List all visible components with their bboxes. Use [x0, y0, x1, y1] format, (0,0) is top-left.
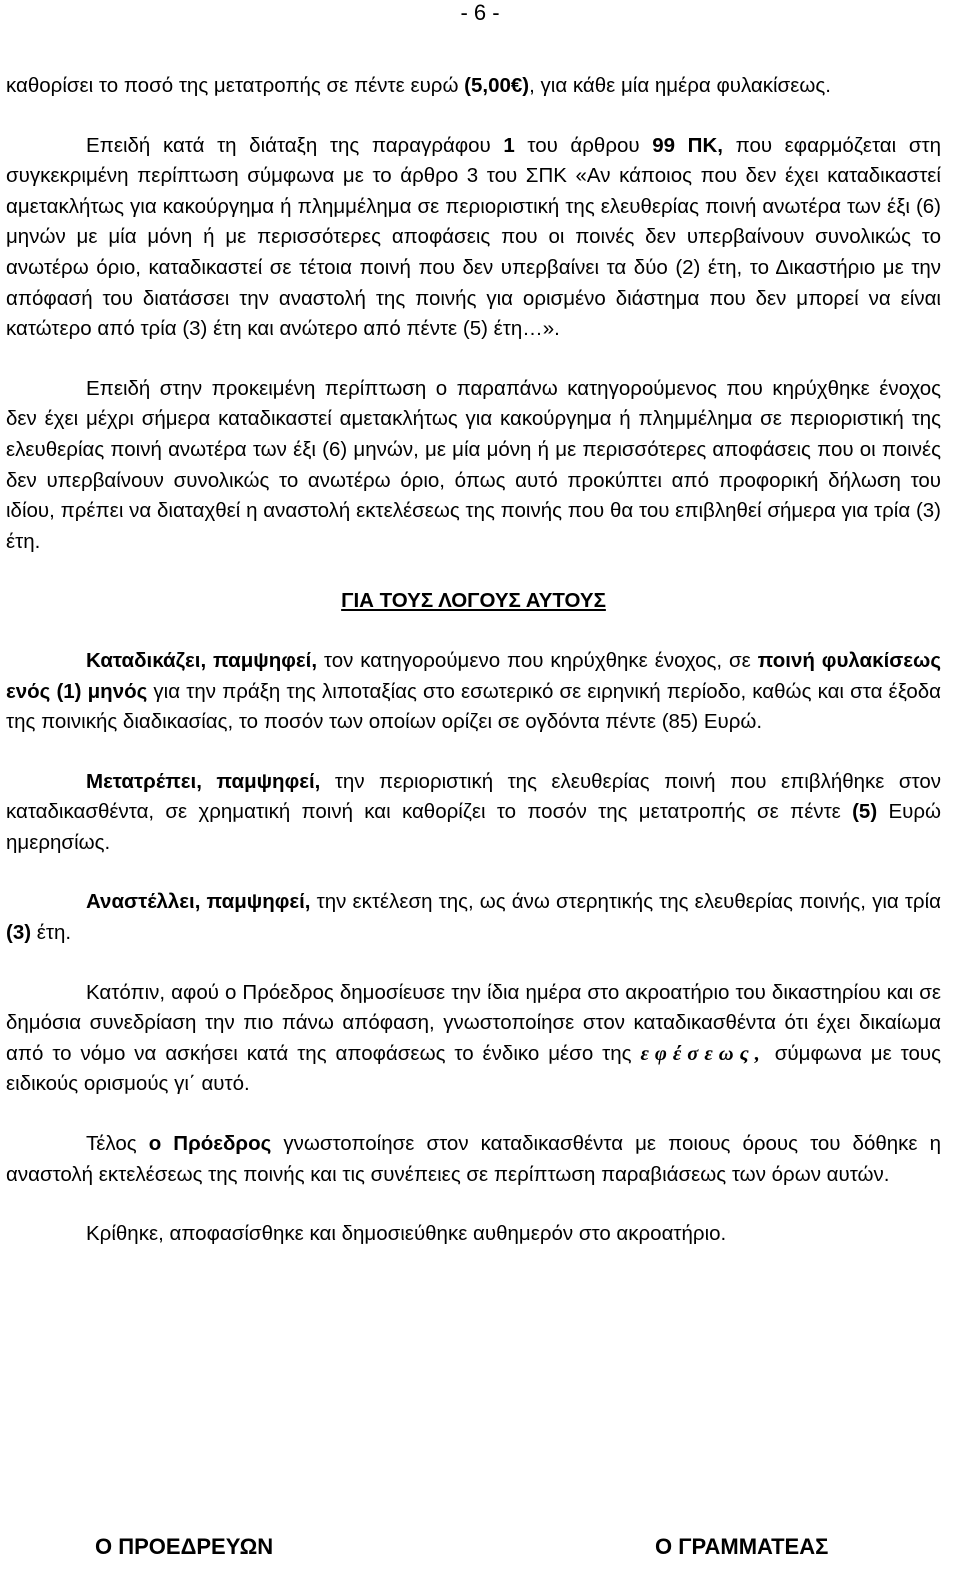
- paragraph-sentence: [6, 646, 941, 738]
- paragraph-suspension: [6, 887, 941, 948]
- bold-span: ποινή φυλακίσεως ενός (1) μηνός: [6, 648, 941, 703]
- page-number: - 6 -: [460, 0, 500, 25]
- bold-span: 1: [503, 133, 515, 157]
- signature-clerk: Ο ΓΡΑΜΜΑΤΕΑΣ: [655, 1534, 829, 1559]
- text-span: Ευρώ ημερησίως.: [6, 800, 941, 854]
- text-span: έτη.: [31, 921, 72, 945]
- section-heading: ΓΙΑ ΤΟΥΣ ΛΟΓΟΥΣ ΑΥΤΟΥΣ: [341, 589, 606, 613]
- text-span: Επειδή κατά τη διάταξη της παραγράφου: [86, 133, 504, 157]
- text-span: για την πράξη της λιποταξίας στο εσωτερικό σε ειρηνική περίοδο, καθώς και στα έξοδα της ποινικής διαδικασίας, το ποσόν των οποίων ορίζει σε ογδόντα πέντε (85) Ευρώ.: [6, 679, 941, 734]
- signature-presiding-judge: Ο ΠΡΟΕΔΡΕΥΩΝ: [95, 1534, 274, 1559]
- paragraph-conversion-amount: [6, 71, 941, 102]
- paragraph-conversion: [6, 767, 941, 859]
- bold-span: (5): [852, 800, 878, 824]
- bold-span: Καταδικάζει, παμψηφεί,: [86, 648, 318, 672]
- text-span: , για κάθε μία ημέρα φυλακίσεως.: [529, 74, 831, 97]
- text-span: καθορίσει το ποσό της μετατροπής σε πέντε ευρώ: [6, 74, 465, 97]
- text-span: του άρθρου: [514, 133, 653, 157]
- text-span: Τέλος: [86, 1132, 149, 1156]
- paragraph-appeal-notice: [6, 978, 941, 1100]
- paragraph-closing: Κρίθηκε, αποφασίσθηκε και δημοσιεύθηκε αυθημερόν στο ακροατήριο.: [86, 1222, 727, 1246]
- document-body: [6, 71, 941, 1250]
- text-span: τον κατηγορούμενο που κηρύχθηκε ένοχος, σε: [317, 648, 758, 672]
- text-span: την περιοριστική της ελευθερίας ποινή που επιβλήθηκε στον καταδικασθέντα, σε χρηματική ποινή και καθορίζει το ποσόν της μετατροπής σε πέντε: [6, 769, 941, 824]
- bold-span: Αναστέλλει, παμψηφεί,: [86, 890, 311, 914]
- text-span: που εφαρμόζεται στη συγκεκριμένη περίπτωση σύμφωνα με το άρθρο 3 του ΣΠΚ «Αν κάποιος που δεν έχει καταδικαστεί αμετακλήτως για κακούργημα ή πλημμέλημα σε περιοριστική της ελευθερίας ποινή ανωτέρα των έξι (6) μηνών με μία μόνη ή με περισσότερες αποφάσεις που οι ποινές δεν υπερβαίνουν συνολικώς το ανωτέρω όριο, καταδικαστεί σε τέτοια ποινή που δεν υπερβαίνει τα δύο (2) έτη, το Δικαστήριο με την απόφασή του διατάσσει την αναστολή της ποινής για ορισμένο διάστημα που δεν μπορεί να είναι κατώτερο από τρία (3) έτη και ανώτερο από πέντε (5) έτη…».: [6, 133, 941, 341]
- paragraph-legal-provision: [6, 131, 941, 345]
- text-span: γνωστοποίησε στον καταδικασθέντα με ποιους όρους του δόθηκε η αναστολή εκτελέσεως της ποινής και τις συνέπειες σε περίπτωση παραβιάσεως των όρων αυτών.: [6, 1132, 941, 1186]
- bold-span: ο Πρόεδρος: [148, 1132, 272, 1156]
- text-span: σύμφωνα με τους ειδικούς ορισμούς γι΄ αυτό.: [6, 1041, 941, 1096]
- text-span: Κατόπιν, αφού ο Πρόεδρος δημοσίευσε την ίδια ημέρα στο ακροατήριο του δικαστηρίου και σε δημόσια συνεδρίαση την πιο πάνω απόφαση, γνωστοποίησε στον καταδικασθέντα ότι έχει δικαίωμα από το νόμο να ασκήσει κατά της αποφάσεως το ένδικο μέσο της: [6, 980, 941, 1065]
- bold-span: Μετατρέπει, παμψηφεί,: [86, 769, 321, 793]
- bold-span: (3): [6, 921, 32, 945]
- paragraph-suspension-terms: [6, 1129, 941, 1190]
- paragraph-case-facts: Επειδή στην προκειμένη περίπτωση ο παραπάνω κατηγορούμενος που κηρύχθηκε ένοχος δεν έχει μέχρι σήμερα καταδικαστεί αμετακλήτως για κακούργημα ή πλημμέλημα σε περιοριστική της ελευθερίας ποινή ανωτέρα των έξι (6) μηνών, με μία μόνη ή με περισσότερες αποφάσεις που οι ποινές δεν υπερβαίνουν συνολικώς το ανωτέρω όριο, όπως αυτό προκύπτει από προφορική δήλωση του ιδίου, πρέπει να διαταχθεί η αναστολή εκτελέσεως της ποινής που θα του επιβληθεί σήμερα για τρία (3) έτη.: [6, 376, 941, 553]
- spaced-bold-span: εφέσεως,: [640, 1042, 766, 1065]
- bold-span: 99 ΠΚ,: [652, 133, 723, 157]
- bold-span: (5,00€): [464, 74, 530, 97]
- text-span: την εκτέλεση της, ως άνω στερητικής της ελευθερίας ποινής, για τρία: [310, 890, 942, 914]
